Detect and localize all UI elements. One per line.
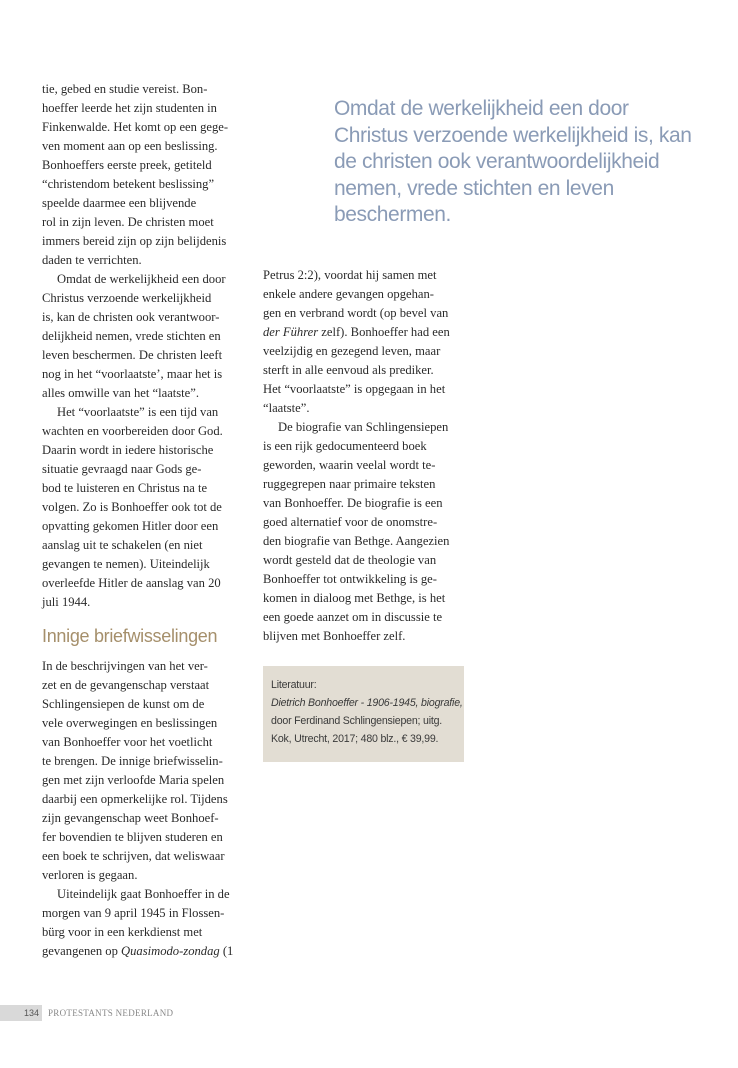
column1-top-text	[42, 80, 247, 612]
pull-quote-line: de christen ook verantwoordelijkheid	[334, 150, 660, 173]
text-segment: zelf). Bonhoeffer had een	[318, 325, 450, 339]
text-line: ven moment aan op een beslissing.	[42, 139, 218, 153]
column2-text	[263, 266, 468, 646]
text-line: Het “voorlaatste” is opgegaan in het	[263, 382, 446, 396]
text-line: van Bonhoeffer voor het voetlicht	[42, 735, 213, 749]
text-line: “christendom betekent beslissing”	[42, 177, 215, 191]
pull-quote-line: nemen, vrede stichten en leven	[334, 176, 614, 200]
text-line	[42, 942, 247, 961]
text-line: Omdat de werkelijkheid een door	[57, 272, 226, 286]
text-line: overleefde Hitler de aanslag van 20	[42, 576, 221, 590]
text-line: daden te verrichten.	[42, 253, 142, 267]
pull-quote	[334, 96, 692, 229]
text-line: “laatste”.	[263, 401, 310, 415]
text-line: sterft in alle eenvoud als prediker.	[263, 363, 434, 377]
text-line: blijven met Bonhoeffer zelf.	[263, 629, 406, 643]
column1-bottom-text	[42, 657, 247, 961]
text-line: komen in dialoog met Bethge, is het	[263, 591, 446, 605]
text-line: ruggegrepen naar primaire teksten	[263, 477, 436, 491]
italic-term: Quasimodo-zondag	[121, 944, 220, 958]
text-line: bürg voor in een kerkdienst met	[42, 925, 203, 939]
text-line: een boek te schrijven, dat weliswaar	[42, 849, 225, 863]
text-line: vele overwegingen en beslissingen	[42, 716, 218, 730]
section-heading: Innige briefwisselingen	[42, 626, 218, 646]
text-line: rol in zijn leven. De christen moet	[42, 215, 214, 229]
text-line: zijn gevangenschap weet Bonhoef-	[42, 811, 219, 825]
text-line: enkele andere gevangen opgehan-	[263, 287, 434, 301]
text-line: nog in het “voorlaatste’, maar het is	[42, 367, 223, 381]
text-line: Finkenwalde. Het komt op een gege-	[42, 120, 229, 134]
text-line: daarbij een opmerkelijke rol. Tijdens	[42, 792, 228, 806]
publication-title: PROTESTANTS NEDERLAND	[48, 1008, 174, 1018]
text-line: goed alternatief voor de onomstre-	[263, 515, 438, 529]
text-line: Daarin wordt in iedere historische	[42, 443, 214, 457]
text-line	[263, 323, 468, 342]
pull-quote-line: Omdat de werkelijkheid een door	[334, 97, 629, 120]
text-line: Uiteindelijk gaat Bonhoeffer in de	[57, 887, 230, 901]
text-line: is een rijk gedocumenteerd boek	[263, 439, 427, 453]
text-line: De biografie van Schlingensiepen	[278, 420, 449, 434]
text-line: aanslag uit te schakelen (en niet	[42, 538, 203, 552]
text-line: van Bonhoeffer. De biografie is een	[263, 496, 443, 510]
text-segment: gevangenen op	[42, 944, 122, 958]
text-line: een goede aanzet om in discussie te	[263, 610, 443, 624]
text-line: den biografie van Bethge. Aangezien	[263, 534, 450, 548]
text-line: gevangen te nemen). Uiteindelijk	[42, 557, 210, 571]
text-line: volgen. Zo is Bonhoeffer ook tot de	[42, 500, 222, 514]
text-line: fer bovendien te blijven studeren en	[42, 830, 223, 844]
text-line: In de beschrijvingen van het ver-	[42, 659, 208, 673]
text-line: geworden, waarin veelal wordt te-	[263, 458, 436, 472]
text-line: situatie gevraagd naar Gods ge-	[42, 462, 202, 476]
text-line: zet en de gevangenschap verstaat	[42, 678, 210, 692]
text-line: Schlingensiepen de kunst om de	[42, 697, 205, 711]
text-line: bod te luisteren en Christus na te	[42, 481, 208, 495]
page-footer	[0, 1005, 200, 1021]
pull-quote-line: beschermen.	[334, 203, 451, 226]
text-line: speelde daarmee een blijvende	[42, 196, 197, 210]
page-number: 134	[0, 1005, 42, 1021]
text-line: Het “voorlaatste” is een tijd van	[57, 405, 219, 419]
text-line: gen met zijn verloofde Maria spelen	[42, 773, 225, 787]
literature-author: door Ferdinand Schlingensiepen; uitg.	[271, 715, 443, 727]
text-segment: (1	[219, 944, 234, 958]
text-line: leven beschermen. De christen leeft	[42, 348, 223, 362]
italic-term: der Führer	[263, 325, 319, 339]
literature-box	[263, 666, 464, 762]
text-line: Bonhoeffer tot ontwikkeling is ge-	[263, 572, 437, 586]
text-line: is, kan de christen ook verantwoor-	[42, 310, 220, 324]
text-line: juli 1944.	[42, 595, 91, 609]
text-line: delijkheid nemen, vrede stichten en	[42, 329, 221, 343]
text-line: immers bereid zijn op zijn belijdenis	[42, 234, 227, 248]
text-line: Bonhoeffers eerste preek, getiteld	[42, 158, 212, 172]
text-line: hoeffer leerde het zijn studenten in	[42, 101, 217, 115]
text-line: opvatting gekomen Hitler door een	[42, 519, 219, 533]
text-line: tie, gebed en studie vereist. Bon-	[42, 82, 208, 96]
text-line: te brengen. De innige briefwisselin-	[42, 754, 223, 768]
literature-title: Dietrich Bonhoeffer - 1906-1945, biografie,	[271, 697, 463, 709]
text-line: wachten en voorbereiden door God.	[42, 424, 223, 438]
text-line: wordt gesteld dat de theologie van	[263, 553, 437, 567]
text-line: gen en verbrand wordt (op bevel van	[263, 306, 449, 320]
pull-quote-line: Christus verzoende werkelijkheid is, kan	[334, 123, 692, 147]
literature-label: Literatuur:	[271, 679, 317, 691]
text-line: morgen van 9 april 1945 in Flossen-	[42, 906, 225, 920]
text-line: Petrus 2:2), voordat hij samen met	[263, 268, 437, 282]
text-line: verloren is gegaan.	[42, 868, 138, 882]
literature-publisher: Kok, Utrecht, 2017; 480 blz., € 39,99.	[271, 733, 439, 745]
text-line: veelzijdig en gezegend leven, maar	[263, 344, 441, 358]
text-line: Christus verzoende werkelijkheid	[42, 291, 212, 305]
text-line: alles omwille van het “laatste”.	[42, 386, 200, 400]
